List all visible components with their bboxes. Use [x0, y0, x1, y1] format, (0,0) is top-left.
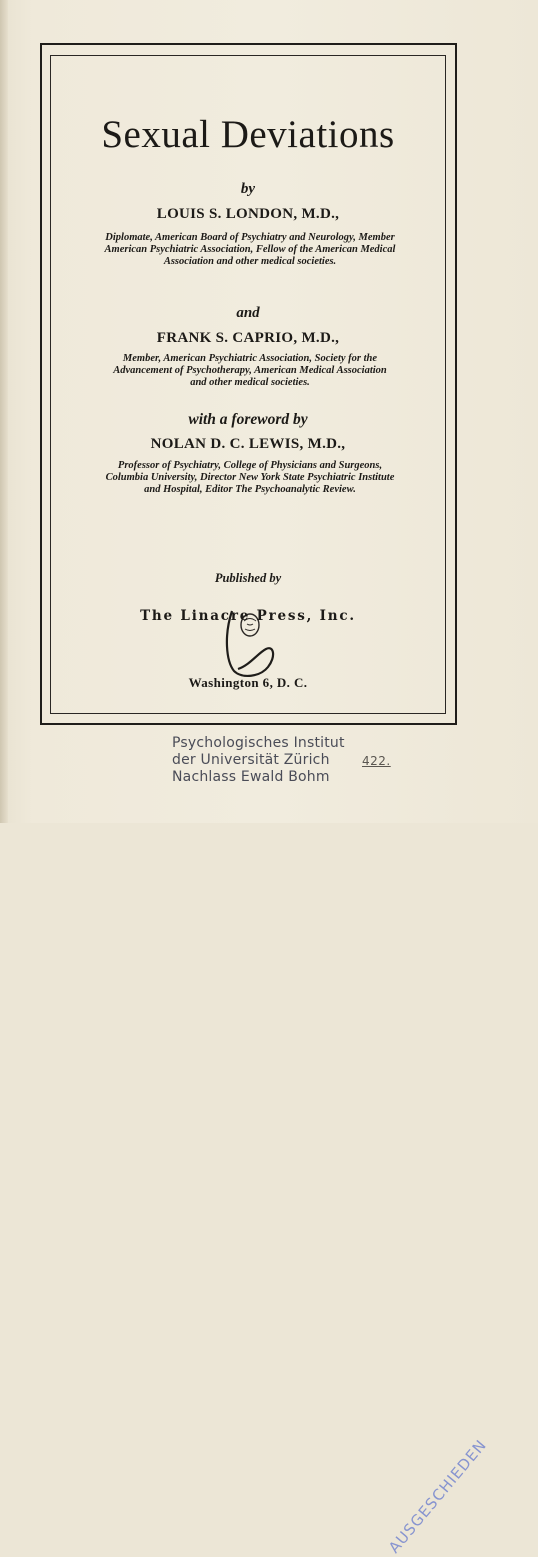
and-line: and	[236, 305, 260, 321]
author-credentials-2: Member, American Psychiatric Association, Society for the Advancement of Psychotherapy, American Medical Association and other medical societies.	[113, 353, 387, 388]
author-name-2: FRANK S. CAPRIO, M.D.,	[156, 330, 340, 346]
published-by-label: Published by	[214, 571, 282, 585]
foreword-line: with a foreword by	[188, 411, 308, 428]
author-credentials-1: Diplomate, American Board of Psychiatry and Neurology, Member American Psychiatric Association, Fellow of the American Medical Association and other medical societies.	[104, 232, 396, 267]
title-page-content	[50, 55, 446, 714]
withdrawn-stamp: AUSGESCHIEDEN	[385, 1435, 491, 1557]
library-stamp	[172, 735, 372, 786]
stamp-line-3: Nachlass Ewald Bohm	[172, 769, 330, 785]
publication-place: Washington 6, D. C.	[188, 675, 308, 690]
author-credentials-3: Professor of Psychiatry, College of Physicians and Surgeons, Columbia University, Director New York State Psychiatric Institute and Hospital, Editor The Psychoanalytic Review.	[105, 460, 395, 495]
by-line: by	[240, 181, 256, 197]
author-name-1: LOUIS S. LONDON, M.D.,	[156, 206, 340, 222]
stamp-line-1: Psychologisches Institut	[172, 735, 345, 751]
author-name-3: NOLAN D. C. LEWIS, M.D.,	[150, 436, 346, 452]
publisher-name: The Linacre Press, Inc.	[140, 608, 356, 624]
book-title: Sexual Deviations	[101, 113, 395, 156]
shelf-mark: 422.	[362, 754, 391, 768]
book-binding-edge	[0, 0, 8, 823]
stamp-line-2: der Universität Zürich	[172, 752, 330, 768]
